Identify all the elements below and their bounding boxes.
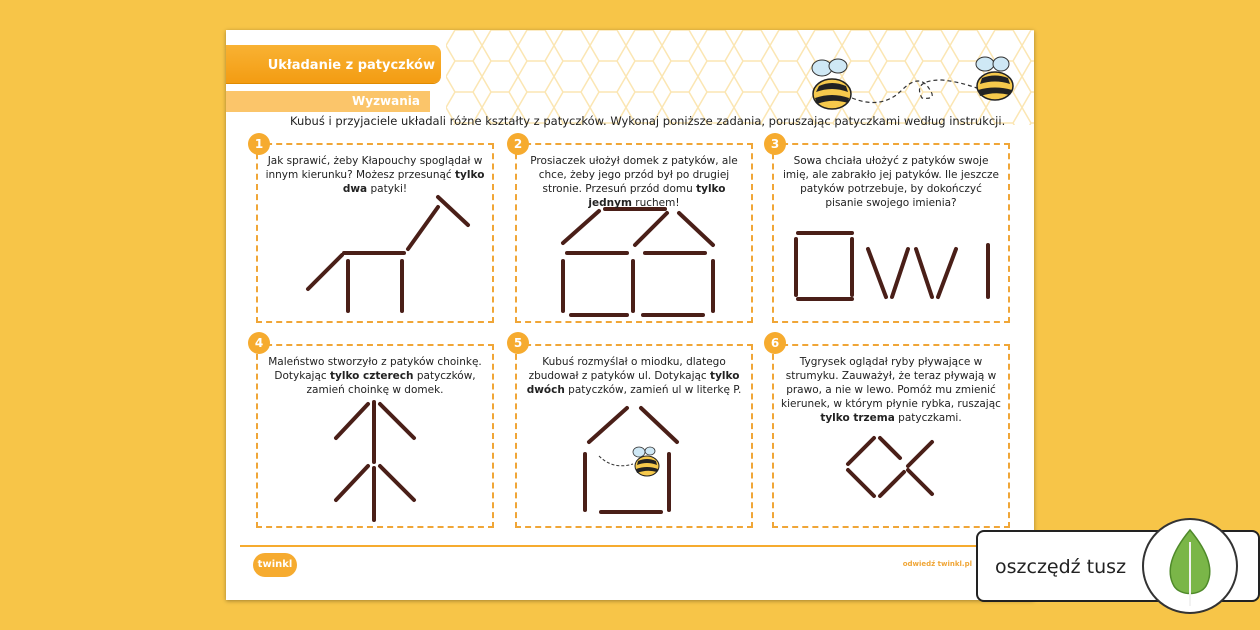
task-panel-4: [256, 344, 494, 528]
task-text-5: Kubuś rozmyślał o miodku, dlatego zbudował z patyków ul. Dotykając tylko dwóch patyczków, zamień ul w literkę P.: [526, 356, 742, 396]
task-number-4: 4: [248, 332, 270, 354]
task-panel-3: [772, 143, 1010, 323]
task-text-1: Jak sprawić, żeby Kłapouchy spoglądał w innym kierunku? Możesz przesunąć tylko dwa patyki!: [265, 155, 485, 195]
worksheet: [226, 30, 1034, 600]
visit-link[interactable]: odwiedź twinkl.pl: [902, 560, 972, 568]
task-number-3: 3: [764, 133, 786, 155]
worksheet-title: Układanie z patyczków: [226, 45, 441, 83]
leaf-icon: [1144, 520, 1236, 612]
task-text-3: Sowa chciała ułożyć z patyków swoje imię, ale zabrakło jej patyków. Ile jeszcze patyków potrzebuje, by dokończyć pisanie swojego imienia?: [783, 155, 999, 209]
intro-text: Kubuś i przyjaciele układali różne kształty z patyczków. Wykonaj poniższe zadania, poruszając patyczkami według instrukcji.: [290, 114, 1006, 128]
bee-icon: [976, 57, 1013, 100]
task-text-6: Tygrysek oglądał ryby pływające w strumyku. Zauważył, że teraz pływają w prawo, a nie w lewo. Pomóż mu zmienić kierunek, w którym płynie rybka, ruszając tylko trzema patyczkami.: [781, 356, 1001, 424]
task-number-1: 1: [248, 133, 270, 155]
task-panel-2: [515, 143, 753, 323]
twinkl-logo: twinkl: [253, 553, 297, 577]
worksheet-subtitle: Wyzwania: [226, 91, 430, 112]
footer-divider: [240, 545, 1020, 547]
bee-icon: [812, 59, 851, 109]
save-ink-leaf-badge[interactable]: [1142, 518, 1238, 614]
bee-icon: [633, 447, 659, 476]
bees-illustration: [802, 50, 1022, 120]
task-panel-5: [515, 344, 753, 528]
task-text-4: Maleństwo stworzyło z patyków choinkę. Dotykając tylko czterech patyczków, zamień choinkę w domek.: [268, 356, 482, 396]
task-number-5: 5: [507, 332, 529, 354]
task-panel-6: [772, 344, 1010, 528]
task-text-2: Prosiaczek ułożył domek z patyków, ale chce, żeby jego przód był po drugiej stronie. Przesuń przód domu tylko jednym ruchem!: [530, 155, 738, 209]
task-panel-1: [256, 143, 494, 323]
save-ink-label: oszczędź tusz: [995, 556, 1127, 578]
task-number-6: 6: [764, 332, 786, 354]
task-number-2: 2: [507, 133, 529, 155]
